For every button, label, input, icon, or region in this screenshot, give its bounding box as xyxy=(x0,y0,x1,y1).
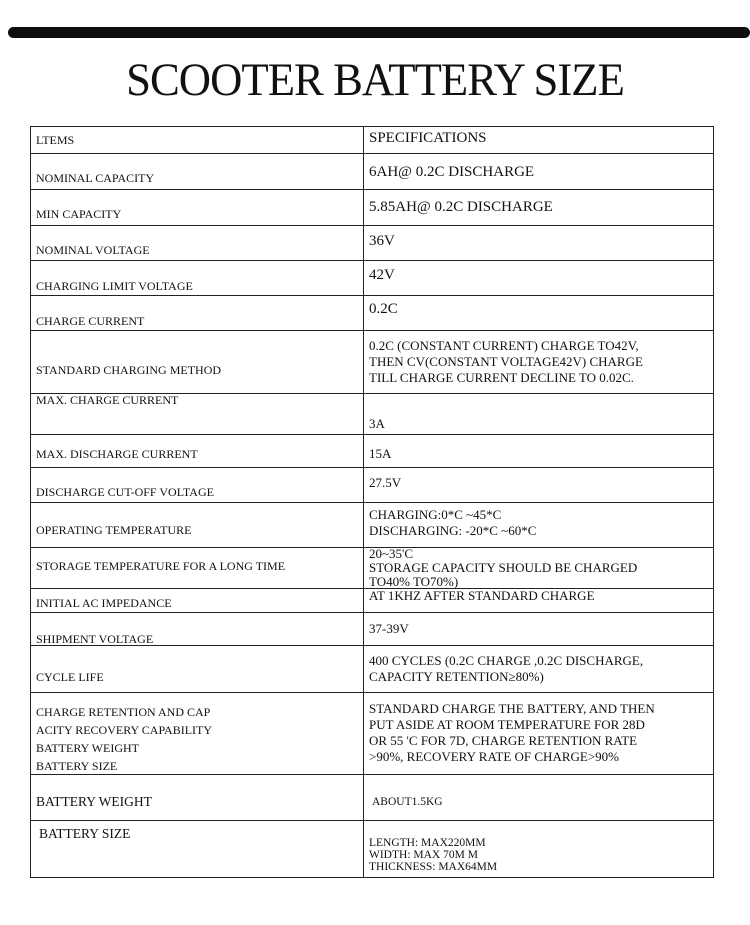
table-row xyxy=(31,548,713,589)
table-row xyxy=(31,693,713,775)
item-label: DISCHARGE CUT-OFF VOLTAGE xyxy=(36,485,214,499)
item-label: CYCLE LIFE xyxy=(36,670,104,684)
table-row xyxy=(31,190,713,226)
item-label: NOMINAL CAPACITY xyxy=(36,171,155,185)
item-label: OPERATING TEMPERATURE xyxy=(36,523,192,537)
spec-value: 400 CYCLES (0.2C CHARGE ,0.2C DISCHARGE, CAPACITY RETENTION≥80%) xyxy=(369,653,644,684)
item-label: BATTERY WEIGHT xyxy=(36,794,152,809)
spec-value: STANDARD CHARGE THE BATTERY, AND THEN PUT ASIDE AT ROOM TEMPERATURE FOR 28D OR 55 'C FOR 7D, CHARGE RETENTION RATE >90%, RECOVERY RATE OF CHARGE>90% xyxy=(369,701,655,764)
table-row xyxy=(31,821,713,878)
column-header-specifications: SPECIFICATIONS xyxy=(369,130,487,146)
table-row xyxy=(31,435,713,468)
spec-value: 36V xyxy=(369,233,395,249)
table-row xyxy=(31,775,713,821)
item-label: CHARGING LIMIT VOLTAGE xyxy=(36,279,193,293)
item-label: NOMINAL VOLTAGE xyxy=(36,243,150,257)
spec-value: 37-39V xyxy=(369,621,409,636)
spec-value: AT 1KHZ AFTER STANDARD CHARGE xyxy=(369,588,595,603)
spec-value: 6AH@ 0.2C DISCHARGE xyxy=(369,164,535,180)
spec-value: 20~35'C STORAGE CAPACITY SHOULD BE CHARGED TO40% TO70%) xyxy=(369,546,638,589)
item-label: CHARGE RETENTION AND CAP ACITY RECOVERY CAPABILITY BATTERY WEIGHT BATTERY SIZE xyxy=(36,705,213,773)
item-label: INITIAL AC IMPEDANCE xyxy=(36,596,172,610)
table-row xyxy=(31,154,713,190)
table-header-row xyxy=(31,127,713,154)
spec-value: 3A xyxy=(369,416,385,431)
table-row xyxy=(31,261,713,296)
table-row xyxy=(31,296,713,331)
table-row xyxy=(31,646,713,693)
item-label: MAX. CHARGE CURRENT xyxy=(36,393,179,407)
table-row xyxy=(31,503,713,548)
spec-value: 0.2C (CONSTANT CURRENT) CHARGE TO42V, THEN CV(CONSTANT VOLTAGE42V) CHARGE TILL CHARGE CURRENT DECLINE TO 0.02C. xyxy=(369,338,643,385)
spec-value: ABOUT1.5KG xyxy=(372,796,443,808)
item-label: BATTERY SIZE xyxy=(39,826,131,841)
spec-value: 42V xyxy=(369,267,395,283)
spec-value: LENGTH: MAX220MM WIDTH: MAX 70M M THICKNESS: MAX64MM xyxy=(369,837,498,873)
spec-value: 0.2C xyxy=(369,301,398,317)
table-row xyxy=(31,226,713,261)
spec-value: 5.85AH@ 0.2C DISCHARGE xyxy=(369,199,553,215)
item-label: MAX. DISCHARGE CURRENT xyxy=(36,447,198,461)
table-row xyxy=(31,468,713,503)
item-label: MIN CAPACITY xyxy=(36,207,122,221)
page-title: SCOOTER BATTERY SIZE xyxy=(126,54,624,106)
column-header-items: LTEMS xyxy=(36,133,75,147)
spec-value: 27.5V xyxy=(369,475,402,490)
table-row xyxy=(31,331,713,394)
table-row xyxy=(31,394,713,435)
item-label: STORAGE TEMPERATURE FOR A LONG TIME xyxy=(36,559,286,573)
spec-value: CHARGING:0*C ~45*C DISCHARGING: -20*C ~60*C xyxy=(369,507,537,538)
spec-value: 15A xyxy=(369,446,392,461)
spec-table xyxy=(30,126,714,878)
table-row xyxy=(31,613,713,646)
item-label: SHIPMENT VOLTAGE xyxy=(36,632,154,646)
item-label: STANDARD CHARGING METHOD xyxy=(36,363,222,377)
table-row xyxy=(31,589,713,613)
item-label: CHARGE CURRENT xyxy=(36,314,145,328)
top-divider-bar xyxy=(8,27,750,38)
